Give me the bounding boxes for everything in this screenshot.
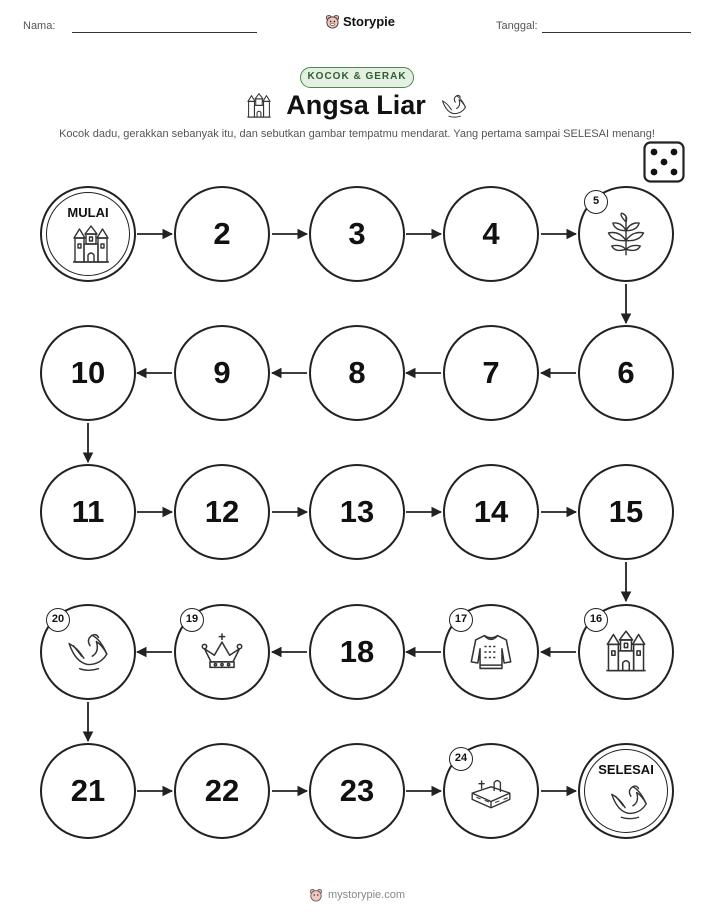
footer-url[interactable]: mystorypie.com	[327, 889, 406, 901]
board-space-11	[40, 464, 136, 560]
board-space-15	[578, 464, 674, 560]
graveyard-icon	[468, 768, 514, 814]
board-space-2	[174, 186, 270, 282]
board-space-17	[443, 604, 539, 700]
board-space-22	[174, 743, 270, 839]
start-label: MULAI	[67, 205, 109, 220]
date-label: Tanggal:	[496, 20, 538, 32]
name-label: Nama:	[23, 20, 56, 32]
sweater-icon	[468, 629, 514, 675]
board-space-3	[309, 186, 405, 282]
space-number: 8	[348, 355, 366, 390]
space-number: 2	[213, 216, 231, 251]
space-number: 23	[339, 773, 375, 808]
castle-icon	[603, 629, 649, 675]
board-space-6	[578, 325, 674, 421]
board-space-13	[309, 464, 405, 560]
brand-name: Storypie	[343, 14, 396, 29]
space-number: 7	[482, 355, 500, 390]
board-space-16	[578, 604, 674, 700]
space-number: 15	[608, 494, 644, 529]
space-number: 18	[339, 634, 375, 669]
space-number-badge: 24	[449, 747, 473, 771]
space-number: 21	[70, 773, 106, 808]
space-number-badge: 5	[584, 190, 608, 214]
bear-icon	[309, 888, 323, 902]
board-space-5	[578, 186, 674, 282]
nettle-plant-icon	[603, 211, 649, 257]
crown-icon	[199, 629, 245, 675]
castle-icon	[70, 224, 112, 266]
board-space-10	[40, 325, 136, 421]
space-number: 12	[204, 494, 240, 529]
space-number: 13	[339, 494, 375, 529]
space-number: 3	[348, 216, 366, 251]
space-number: 11	[71, 494, 105, 529]
board-space-14	[443, 464, 539, 560]
board-space-24	[443, 743, 539, 839]
space-number: 22	[204, 773, 240, 808]
board-space-12	[174, 464, 270, 560]
board-space-23	[309, 743, 405, 839]
space-number-badge: 16	[584, 608, 608, 632]
board-space-4	[443, 186, 539, 282]
space-number: 10	[70, 355, 106, 390]
space-number: 14	[473, 494, 509, 529]
swan-icon	[65, 629, 111, 675]
space-number-badge: 17	[449, 608, 473, 632]
board-space-8	[309, 325, 405, 421]
board-space-9	[174, 325, 270, 421]
footer	[0, 888, 714, 902]
board-space-20	[40, 604, 136, 700]
space-number-badge: 20	[46, 608, 70, 632]
finish-space	[578, 743, 674, 839]
space-number: 4	[482, 216, 500, 251]
finish-label: SELESAI	[598, 762, 654, 777]
instructions: Kocok dadu, gerakkan sebanyak itu, dan sebutkan gambar tempatmu mendarat. Yang pertama sampai SELESAI menang!	[59, 128, 655, 140]
page-title: Angsa Liar	[286, 90, 426, 120]
board-space-7	[443, 325, 539, 421]
space-number: 6	[617, 355, 635, 390]
space-number-badge: 19	[180, 608, 204, 632]
board-space-18	[309, 604, 405, 700]
start-space	[40, 186, 136, 282]
board-space-21	[40, 743, 136, 839]
space-number: 9	[213, 355, 231, 390]
swan-icon	[608, 781, 650, 823]
activity-badge: KOCOK & GERAK	[300, 67, 414, 88]
board-space-19	[174, 604, 270, 700]
